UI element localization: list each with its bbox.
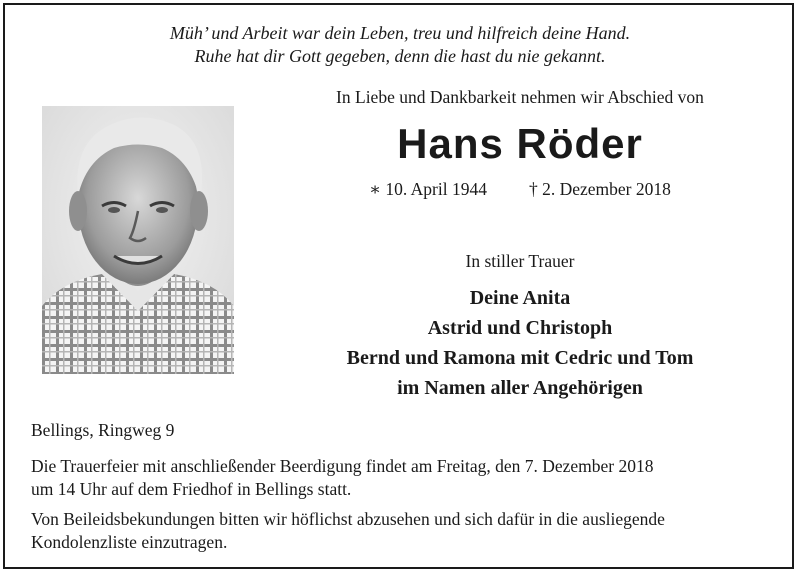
- poem-line-2: Ruhe hat dir Gott gegeben, denn die hast du nie gekannt.: [194, 46, 606, 66]
- memorial-poem: [0, 22, 800, 68]
- ceremony-line-1: Die Trauerfeier mit anschließender Beerdigung findet am Freitag, den 7. Dezember 2018: [31, 456, 654, 476]
- mourner-line: Deine Anita: [469, 287, 571, 309]
- mourners-list: [260, 283, 780, 403]
- birth-date: ∗ 10. April 1944: [369, 179, 487, 199]
- condolence-notice: [31, 508, 776, 554]
- poem-line-1: Müh’ und Arbeit war dein Leben, treu und hilfreich deine Hand.: [169, 23, 631, 43]
- mourner-line: Bernd und Ramona mit Cedric und Tom: [346, 347, 694, 369]
- deceased-name: Hans Röder: [397, 120, 643, 167]
- ceremony-line-2: um 14 Uhr auf dem Friedhof in Bellings statt.: [31, 479, 352, 499]
- mourner-line: im Namen aller Angehörigen: [397, 377, 643, 399]
- ceremony-notice: [31, 455, 776, 501]
- portrait-photo: [42, 106, 234, 374]
- family-address: Bellings, Ringweg 9: [31, 420, 175, 440]
- life-dates: [260, 179, 780, 200]
- mourning-intro: In stiller Trauer: [465, 251, 575, 271]
- mourner-line: Astrid und Christoph: [427, 317, 613, 339]
- condolence-line-1: Von Beileidsbekundungen bitten wir höflichst abzusehen und sich dafür in die ausliegende: [31, 509, 665, 529]
- condolence-line-2: Kondolenzliste einzutragen.: [31, 532, 228, 552]
- death-date: † 2. Dezember 2018: [528, 179, 671, 199]
- farewell-intro: In Liebe und Dankbarkeit nehmen wir Abschied von: [336, 87, 704, 107]
